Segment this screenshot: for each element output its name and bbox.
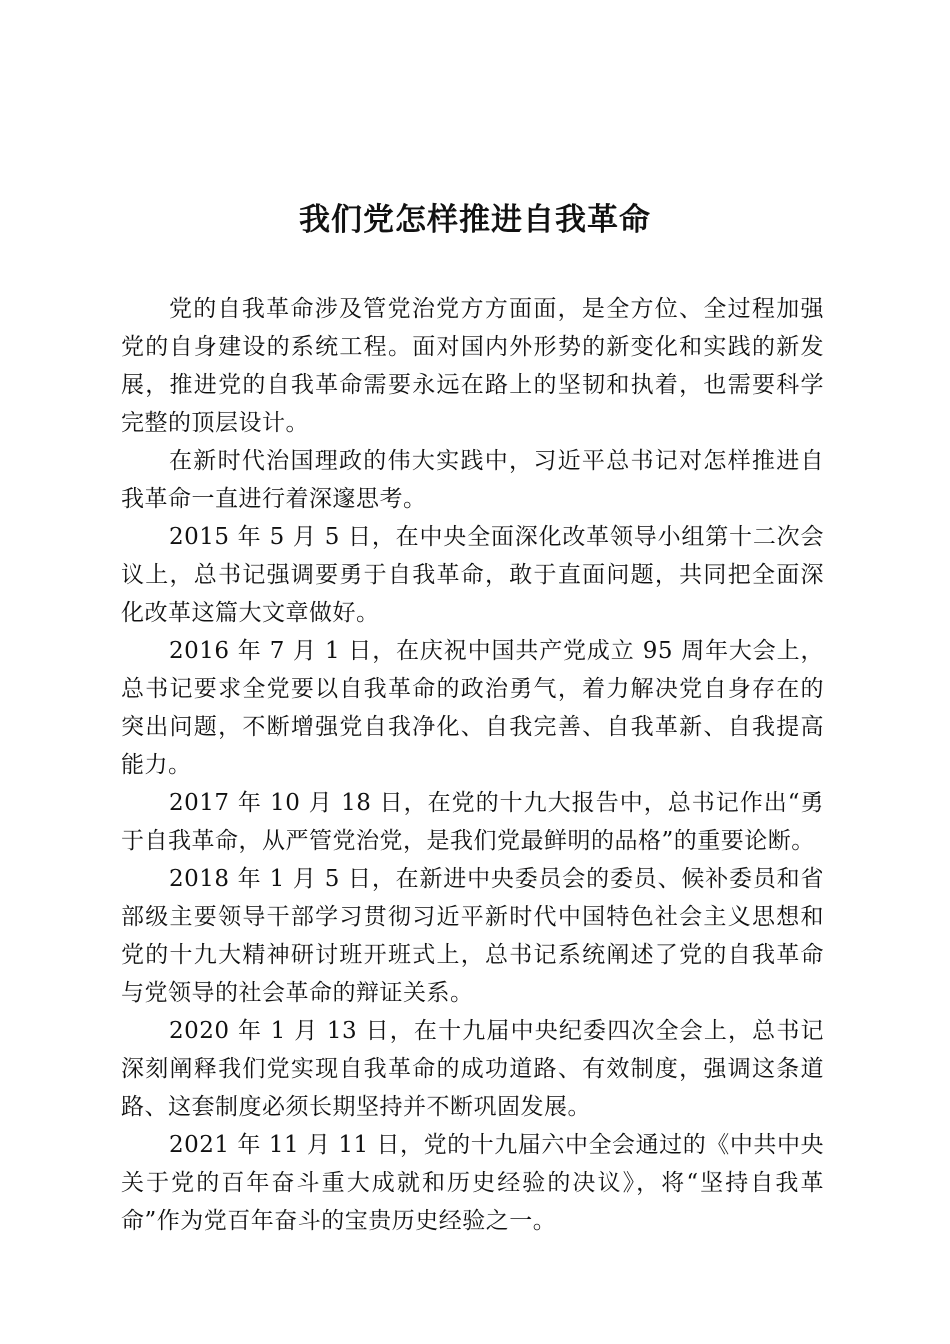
paragraph-2017: 2017 年 10 月 18 日，在党的十九大报告中，总书记作出“勇于自我革命，从严管党治党，是我们党最鲜明的品格”的重要论断。	[121, 790, 824, 854]
paragraph-2016: 2016 年 7 月 1 日，在庆祝中国共产党成立 95 周年大会上，总书记要求全党要以自我革命的政治勇气，着力解决党自身存在的突出问题，不断增强党自我净化、自我完善、自我革新、自我提高能力。	[121, 638, 824, 778]
document-body	[121, 290, 824, 1240]
paragraph-2021: 2021 年 11 月 11 日，党的十九届六中全会通过的《中共中央关于党的百年奋斗重大成就和历史经验的决议》，将“坚持自我革命”作为党百年奋斗的宝贵历史经验之一。	[121, 1132, 824, 1234]
paragraph-2015: 2015 年 5 月 5 日，在中央全面深化改革领导小组第十二次会议上，总书记强调要勇于自我革命，敢于直面问题，共同把全面深化改革这篇大文章做好。	[121, 524, 824, 626]
paragraph-intro: 党的自我革命涉及管党治党方方面面，是全方位、全过程加强党的自身建设的系统工程。面对国内外形势的新变化和实践的新发展，推进党的自我革命需要永远在路上的坚韧和执着，也需要科学完整的顶层设计。	[121, 296, 824, 436]
paragraph-2020: 2020 年 1 月 13 日，在十九届中央纪委四次全会上，总书记深刻阐释我们党实现自我革命的成功道路、有效制度，强调这条道路、这套制度必须长期坚持并不断巩固发展。	[121, 1018, 824, 1120]
paragraph-thinking: 在新时代治国理政的伟大实践中，习近平总书记对怎样推进自我革命一直进行着深邃思考。	[121, 448, 824, 512]
paragraph-2018: 2018 年 1 月 5 日，在新进中央委员会的委员、候补委员和省部级主要领导干部学习贯彻习近平新时代中国特色社会主义思想和党的十九大精神研讨班开班式上，总书记系统阐述了党的自我革命与党领导的社会革命的辩证关系。	[121, 866, 824, 1006]
document-title: 我们党怎样推进自我革命	[299, 202, 651, 238]
